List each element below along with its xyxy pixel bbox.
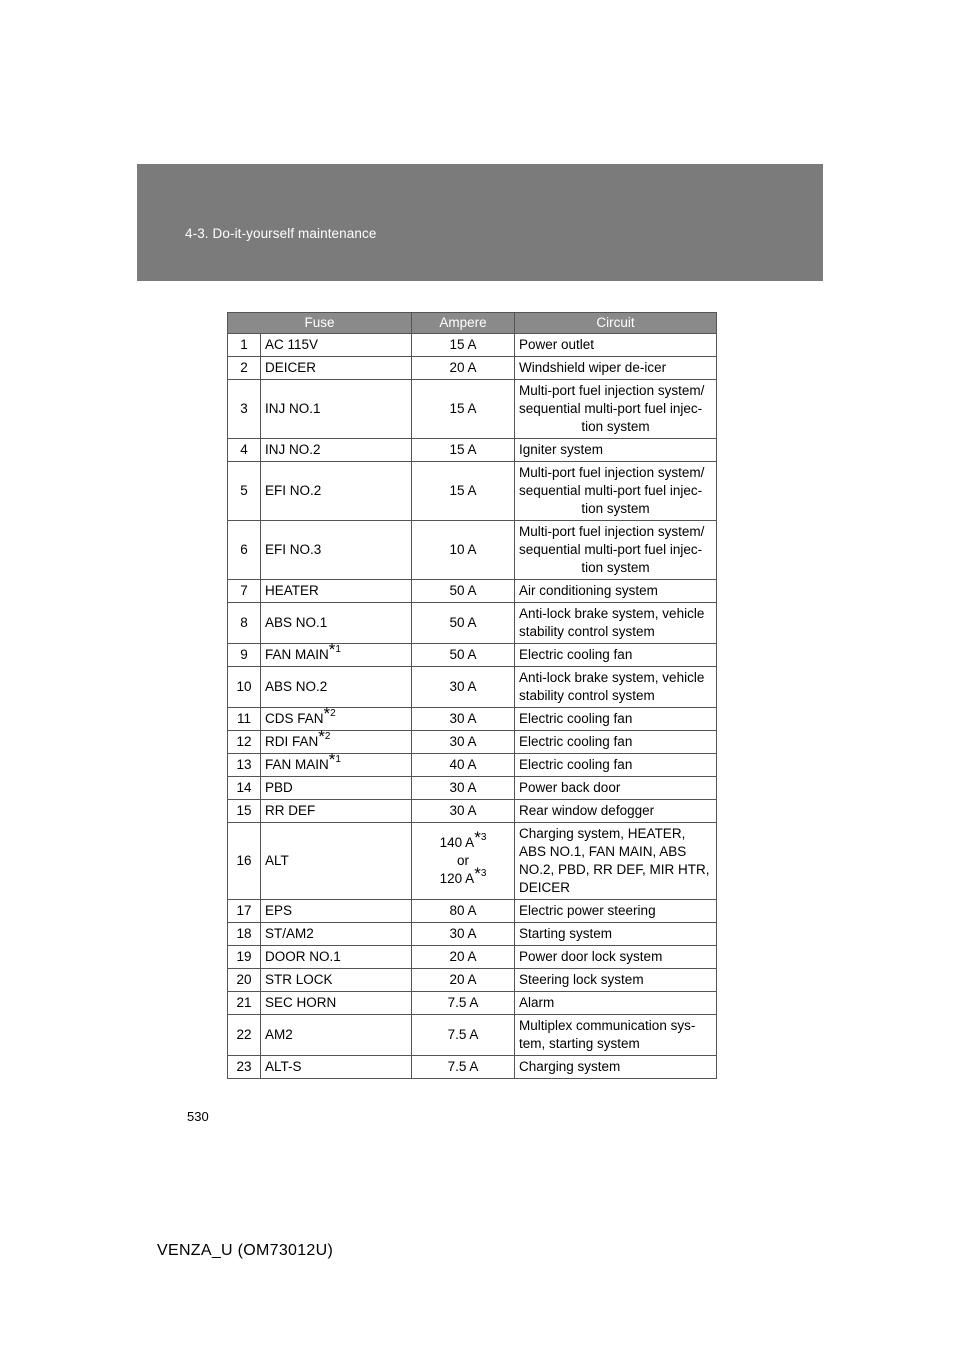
fuse-number: 5 bbox=[228, 462, 261, 521]
circuit-line: sequential multi-port fuel injec- bbox=[519, 483, 703, 498]
circuit-line: Rear window defogger bbox=[519, 803, 655, 818]
fuse-number: 12 bbox=[228, 731, 261, 754]
ampere-line bbox=[416, 828, 510, 852]
fuse-name bbox=[261, 357, 412, 380]
fuse-name-text: PBD bbox=[265, 780, 293, 795]
circuit-column-header: Circuit bbox=[515, 313, 717, 334]
circuit-line: sequential multi-port fuel injec- bbox=[519, 542, 703, 557]
fuse-name-text: HEATER bbox=[265, 583, 319, 598]
fuse-ampere bbox=[412, 823, 515, 900]
fuse-ampere: 50 A bbox=[412, 644, 515, 667]
fuse-ampere: 10 A bbox=[412, 521, 515, 580]
table-row bbox=[228, 992, 717, 1015]
fuse-name-text: SEC HORN bbox=[265, 995, 337, 1010]
fuse-ampere: 15 A bbox=[412, 439, 515, 462]
circuit-line: Power outlet bbox=[519, 337, 595, 352]
circuit-line: sequential multi-port fuel injec- bbox=[519, 401, 703, 416]
fuse-column-header: Fuse bbox=[228, 313, 412, 334]
circuit-line: Alarm bbox=[519, 995, 555, 1010]
fuse-ampere: 20 A bbox=[412, 969, 515, 992]
footnote-number: 2 bbox=[324, 731, 331, 742]
table-row bbox=[228, 334, 717, 357]
table-row bbox=[228, 708, 717, 731]
fuse-ampere: 30 A bbox=[412, 667, 515, 708]
table-row bbox=[228, 644, 717, 667]
fuse-number: 15 bbox=[228, 800, 261, 823]
circuit-line: Multi-port fuel injection system/ bbox=[519, 383, 705, 398]
section-title: 4-3. Do-it-yourself maintenance bbox=[185, 226, 377, 241]
footnote-mark: *2 bbox=[318, 727, 331, 746]
fuse-table-header-row bbox=[228, 313, 717, 334]
circuit-line: Starting system bbox=[519, 926, 613, 941]
circuit-line: Electric cooling fan bbox=[519, 734, 633, 749]
table-row bbox=[228, 1015, 717, 1056]
circuit-line: tem, starting system bbox=[519, 1036, 640, 1051]
fuse-name bbox=[261, 923, 412, 946]
circuit-line: stability control system bbox=[519, 624, 655, 639]
fuse-name-text: RR DEF bbox=[265, 803, 316, 818]
fuse-circuit bbox=[515, 462, 717, 521]
table-row bbox=[228, 900, 717, 923]
fuse-name bbox=[261, 462, 412, 521]
fuse-circuit bbox=[515, 777, 717, 800]
fuse-name-text: INJ NO.1 bbox=[265, 401, 321, 416]
fuse-ampere: 15 A bbox=[412, 462, 515, 521]
fuse-number: 23 bbox=[228, 1056, 261, 1079]
fuse-name bbox=[261, 1015, 412, 1056]
fuse-circuit bbox=[515, 580, 717, 603]
circuit-line: Electric cooling fan bbox=[519, 757, 633, 772]
table-row bbox=[228, 667, 717, 708]
fuse-circuit bbox=[515, 708, 717, 731]
fuse-name-text: DEICER bbox=[265, 360, 317, 375]
circuit-line: stability control system bbox=[519, 688, 655, 703]
fuse-name-text: EFI NO.3 bbox=[265, 542, 322, 557]
circuit-line: Multi-port fuel injection system/ bbox=[519, 524, 705, 539]
fuse-table bbox=[227, 312, 717, 1079]
fuse-circuit bbox=[515, 900, 717, 923]
table-row bbox=[228, 754, 717, 777]
circuit-line: ABS NO.1, FAN MAIN, ABS bbox=[519, 844, 687, 859]
table-row bbox=[228, 521, 717, 580]
fuse-number: 6 bbox=[228, 521, 261, 580]
fuse-name-text: EPS bbox=[265, 903, 293, 918]
fuse-name-text: ABS NO.1 bbox=[265, 615, 328, 630]
fuse-number: 10 bbox=[228, 667, 261, 708]
fuse-circuit bbox=[515, 603, 717, 644]
table-row bbox=[228, 823, 717, 900]
fuse-circuit bbox=[515, 521, 717, 580]
ampere-line-text: 140 A bbox=[439, 835, 475, 850]
table-row bbox=[228, 923, 717, 946]
fuse-number: 2 bbox=[228, 357, 261, 380]
fuse-ampere: 15 A bbox=[412, 334, 515, 357]
fuse-ampere: 30 A bbox=[412, 731, 515, 754]
fuse-ampere: 80 A bbox=[412, 900, 515, 923]
table-row bbox=[228, 380, 717, 439]
fuse-circuit bbox=[515, 800, 717, 823]
fuse-ampere: 15 A bbox=[412, 380, 515, 439]
footnote-mark: *1 bbox=[328, 750, 341, 769]
fuse-circuit bbox=[515, 1015, 717, 1056]
table-row bbox=[228, 777, 717, 800]
fuse-number: 18 bbox=[228, 923, 261, 946]
fuse-ampere: 7.5 A bbox=[412, 992, 515, 1015]
fuse-name-text: AC 115V bbox=[265, 337, 319, 352]
fuse-name bbox=[261, 777, 412, 800]
table-row bbox=[228, 1056, 717, 1079]
fuse-name bbox=[261, 439, 412, 462]
footnote-number: 1 bbox=[335, 644, 341, 655]
fuse-circuit bbox=[515, 969, 717, 992]
table-row bbox=[228, 969, 717, 992]
footnote-mark: *3 bbox=[474, 864, 487, 883]
fuse-number: 14 bbox=[228, 777, 261, 800]
fuse-name bbox=[261, 640, 412, 667]
fuse-number: 22 bbox=[228, 1015, 261, 1056]
circuit-line: DEICER bbox=[519, 880, 571, 895]
fuse-number: 1 bbox=[228, 334, 261, 357]
fuse-name bbox=[261, 334, 412, 357]
fuse-circuit bbox=[515, 334, 717, 357]
fuse-name-text: FAN MAIN bbox=[265, 757, 329, 772]
circuit-line: Igniter system bbox=[519, 442, 604, 457]
manual-code: VENZA_U (OM73012U) bbox=[157, 1242, 334, 1259]
fuse-number: 19 bbox=[228, 946, 261, 969]
section-header-band bbox=[137, 164, 823, 281]
circuit-line: Power door lock system bbox=[519, 949, 663, 964]
fuse-table-body bbox=[228, 334, 717, 1079]
fuse-name-text: AM2 bbox=[265, 1027, 293, 1042]
footnote-mark: *3 bbox=[474, 828, 487, 847]
fuse-name-text: STR LOCK bbox=[265, 972, 333, 987]
fuse-ampere: 50 A bbox=[412, 580, 515, 603]
footnote-number: 2 bbox=[330, 708, 336, 719]
footnote-number: 3 bbox=[480, 868, 487, 879]
fuse-ampere: 50 A bbox=[412, 603, 515, 644]
fuse-number: 13 bbox=[228, 754, 261, 777]
ampere-line-text: or bbox=[457, 853, 470, 868]
fuse-name bbox=[261, 900, 412, 923]
circuit-line: Windshield wiper de-icer bbox=[519, 360, 667, 375]
circuit-line: Charging system bbox=[519, 1059, 621, 1074]
fuse-name-text: ST/AM2 bbox=[265, 926, 314, 941]
ampere-column-header: Ampere bbox=[412, 313, 515, 334]
fuse-number: 4 bbox=[228, 439, 261, 462]
fuse-name bbox=[261, 1056, 412, 1079]
fuse-circuit bbox=[515, 1056, 717, 1079]
fuse-name-text: FAN MAIN bbox=[265, 647, 329, 662]
fuse-ampere: 7.5 A bbox=[412, 1015, 515, 1056]
fuse-ampere: 40 A bbox=[412, 754, 515, 777]
fuse-circuit bbox=[515, 644, 717, 667]
table-row bbox=[228, 357, 717, 380]
footnote-number: 1 bbox=[335, 754, 341, 765]
fuse-circuit bbox=[515, 380, 717, 439]
circuit-line: Air conditioning system bbox=[519, 583, 658, 598]
table-row bbox=[228, 800, 717, 823]
fuse-circuit bbox=[515, 823, 717, 900]
fuse-name bbox=[261, 704, 412, 731]
fuse-circuit bbox=[515, 439, 717, 462]
page-number: 530 bbox=[187, 1109, 209, 1124]
fuse-name-text: DOOR NO.1 bbox=[265, 949, 341, 964]
table-row bbox=[228, 946, 717, 969]
circuit-line: Anti-lock brake system, vehicle bbox=[519, 606, 705, 621]
fuse-name bbox=[261, 380, 412, 439]
table-row bbox=[228, 462, 717, 521]
fuse-circuit bbox=[515, 992, 717, 1015]
fuse-circuit bbox=[515, 357, 717, 380]
fuse-name bbox=[261, 750, 412, 777]
footnote-number: 3 bbox=[480, 832, 487, 843]
fuse-name bbox=[261, 603, 412, 644]
fuse-name-text: ALT-S bbox=[265, 1059, 302, 1074]
table-row bbox=[228, 731, 717, 754]
fuse-circuit bbox=[515, 667, 717, 708]
footnote-mark: *2 bbox=[323, 704, 336, 723]
fuse-number: 8 bbox=[228, 603, 261, 644]
ampere-line-text: 120 A bbox=[439, 871, 475, 886]
fuse-circuit bbox=[515, 946, 717, 969]
fuse-name-text: ALT bbox=[265, 853, 289, 868]
fuse-number: 20 bbox=[228, 969, 261, 992]
fuse-ampere: 30 A bbox=[412, 923, 515, 946]
table-row bbox=[228, 603, 717, 644]
fuse-ampere: 7.5 A bbox=[412, 1056, 515, 1079]
fuse-name bbox=[261, 667, 412, 708]
fuse-number: 21 bbox=[228, 992, 261, 1015]
fuse-name bbox=[261, 946, 412, 969]
fuse-circuit bbox=[515, 731, 717, 754]
table-row bbox=[228, 439, 717, 462]
fuse-ampere: 30 A bbox=[412, 777, 515, 800]
fuse-ampere: 20 A bbox=[412, 946, 515, 969]
fuse-number: 16 bbox=[228, 823, 261, 900]
fuse-name bbox=[261, 992, 412, 1015]
fuse-circuit bbox=[515, 923, 717, 946]
circuit-line: Electric power steering bbox=[519, 903, 656, 918]
fuse-name-text: INJ NO.2 bbox=[265, 442, 321, 457]
circuit-line: Electric cooling fan bbox=[519, 647, 633, 662]
circuit-line: tion system bbox=[581, 560, 650, 575]
fuse-name bbox=[261, 580, 412, 603]
circuit-line: NO.2, PBD, RR DEF, MIR HTR, bbox=[519, 862, 710, 877]
circuit-line: Electric cooling fan bbox=[519, 711, 633, 726]
circuit-line: Charging system, HEATER, bbox=[519, 826, 686, 841]
fuse-name-text: RDI FAN bbox=[265, 734, 319, 749]
circuit-line: Anti-lock brake system, vehicle bbox=[519, 670, 705, 685]
fuse-number: 17 bbox=[228, 900, 261, 923]
ampere-line bbox=[416, 864, 510, 888]
circuit-line: Multiplex communication sys- bbox=[519, 1018, 696, 1033]
fuse-name-text: CDS FAN bbox=[265, 711, 324, 726]
fuse-name bbox=[261, 823, 412, 900]
fuse-number: 7 bbox=[228, 580, 261, 603]
fuse-number: 9 bbox=[228, 644, 261, 667]
fuse-name-text: EFI NO.2 bbox=[265, 483, 322, 498]
footnote-mark: *1 bbox=[328, 640, 341, 659]
circuit-line: Power back door bbox=[519, 780, 621, 795]
fuse-number: 3 bbox=[228, 380, 261, 439]
ampere-line bbox=[416, 852, 510, 870]
fuse-name bbox=[261, 521, 412, 580]
fuse-ampere: 30 A bbox=[412, 800, 515, 823]
circuit-line: tion system bbox=[581, 419, 650, 434]
fuse-ampere: 20 A bbox=[412, 357, 515, 380]
fuse-ampere: 30 A bbox=[412, 708, 515, 731]
circuit-line: Steering lock system bbox=[519, 972, 644, 987]
circuit-line: tion system bbox=[581, 501, 650, 516]
fuse-name-text: ABS NO.2 bbox=[265, 679, 328, 694]
fuse-name bbox=[261, 800, 412, 823]
table-row bbox=[228, 580, 717, 603]
fuse-circuit bbox=[515, 754, 717, 777]
fuse-number: 11 bbox=[228, 708, 261, 731]
fuse-name bbox=[261, 969, 412, 992]
circuit-line: Multi-port fuel injection system/ bbox=[519, 465, 705, 480]
